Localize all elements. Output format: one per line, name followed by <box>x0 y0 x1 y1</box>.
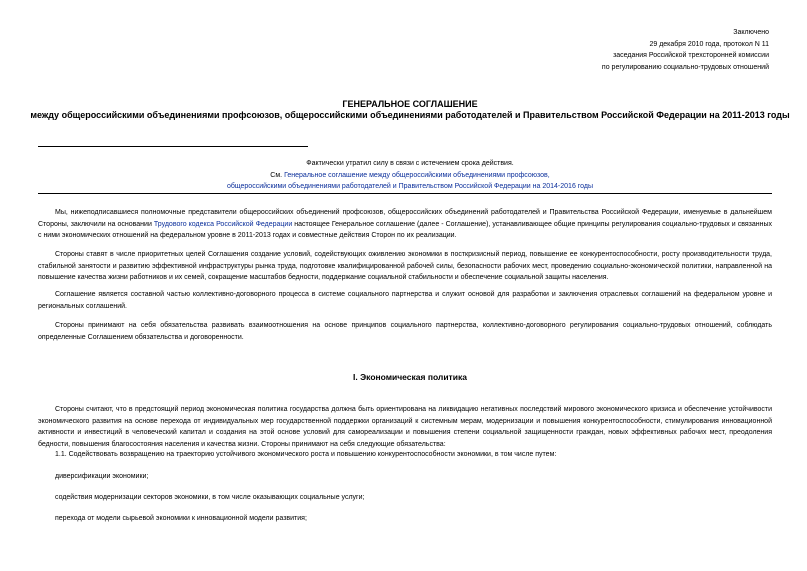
title-heading: ГЕНЕРАЛЬНОЕ СОГЛАШЕНИЕ <box>342 99 478 109</box>
divider-top <box>38 146 308 147</box>
link-new-agreement[interactable]: Генеральное соглашение между общероссийскими объединениями профсоюзов, <box>284 171 550 179</box>
approval-line-concluded: Заключено <box>733 29 769 36</box>
notice-see-prefix: См. <box>270 171 285 179</box>
divider-bottom <box>38 193 772 194</box>
notice-link-continuation <box>180 181 640 193</box>
approval-line-commission: по регулированию социально-трудовых отношений <box>601 63 769 71</box>
list-item-innovation-model: перехода от модели сырьевой экономики к инновационной модели развития; <box>55 515 307 522</box>
document-title <box>30 99 790 121</box>
section-heading-economic-policy: I. Экономическая политика <box>353 372 467 382</box>
clause-1-1: 1.1. Содействовать возвращению на траекторию устойчивого экономического роста и повышению конкурентоспособности экономики, в том числе путем: <box>55 451 557 458</box>
section1-intro-paragraph: Стороны считают, что в предстоящий период экономическая политика государства должна быть ориентирована на ликвидацию негативных последствий мирового экономического кризиса и обеспечение устойчивости экономического развития на основе перехода от индивидуальных мер государственной поддержки организаций к системным мерам, модернизации и повышения конкурентоспособности, стимулирования инновационной активности и инвестиций в человеческий капитал и создания на этой основе условий для самореализации и повышения степени социальной защищенности граждан, новых эффективных рабочих мест, преодоления бедности, повышения благосостояния населения и качества жизни. Стороны принимают на себя следующие обязательства: <box>38 406 772 448</box>
preamble-paragraph-3: Соглашение является составной частью коллективно-договорного процесса в системе социального партнерства и служит основой для разработки и заключения отраслевых соглашений на федеральном уровне и региональных соглашений. <box>38 291 772 310</box>
status-notice <box>180 158 640 193</box>
preamble-p1-text: Мы, нижеподписавшиеся полномочные представители общероссийских объединений профсоюзов, общероссийских объединений работодателей и Правительства Российской Федерации, именуемые в дальнейшем Стороны, заключили на основании <box>38 209 772 228</box>
approval-line-date: 29 декабря 2010 года, протокол N 11 <box>649 40 769 48</box>
link-new-agreement-continued[interactable]: общероссийскими объединениями работодателей и Правительством Российской Федерации на 2014-2016 годы <box>226 183 594 190</box>
preamble-paragraph-4: Стороны принимают на себя обязательства развивать взаимоотношения на основе принципов социального партнерства, коллективно-договорного регулирования социально-трудовых отношений, соблюдать определенные Соглашением обязательства и договоренности. <box>38 322 772 341</box>
link-labor-code[interactable]: Трудового кодекса Российской Федерации <box>153 220 293 228</box>
approval-block <box>602 27 769 73</box>
notice-see-line <box>180 170 640 182</box>
title-subheading: между общероссийскими объединениями профсоюзов, общероссийскими объединениями работодателей и Правительством Российской Федерации на 2011-2013 годы <box>30 110 790 120</box>
list-item-modernization: содействия модернизации секторов экономики, в том числе оказывающих социальные услуги; <box>55 494 365 501</box>
preamble-paragraph-2: Стороны ставят в числе приоритетных целей Соглашения создание условий, содействующих оживлению экономики в посткризисный период, повышение ее конкурентоспособности, росту производительности труда, стабильной занятости и развитию эффективной инфраструктуры рынка труда, подготовке квалифицированной рабочей силы, безопасности рабочих мест, проведению социально-экономической политики, направленной на повышение качества жизни работников и их семей, сокращение масштабов бедности, поддержание социальной стабильности и обеспечение социальной защиты населения. <box>38 251 772 282</box>
approval-line-meeting: заседания Российской трехсторонней комиссии <box>613 52 769 59</box>
preamble-paragraph-1 <box>38 207 772 242</box>
preamble-p1-text-end: настоящее Генеральное соглашение (далее - Соглашение), устанавливающее общие принципы регулирования социально-трудовых и связанных с ними экономических отношений на федеральном уровне в 2011-2013 годах и совместные действия Сторон по их реализации. <box>38 220 773 240</box>
list-item-diversification: диверсификации экономики; <box>55 473 149 480</box>
notice-expired-text: Фактически утратил силу в связи с истечением срока действия. <box>306 160 514 167</box>
